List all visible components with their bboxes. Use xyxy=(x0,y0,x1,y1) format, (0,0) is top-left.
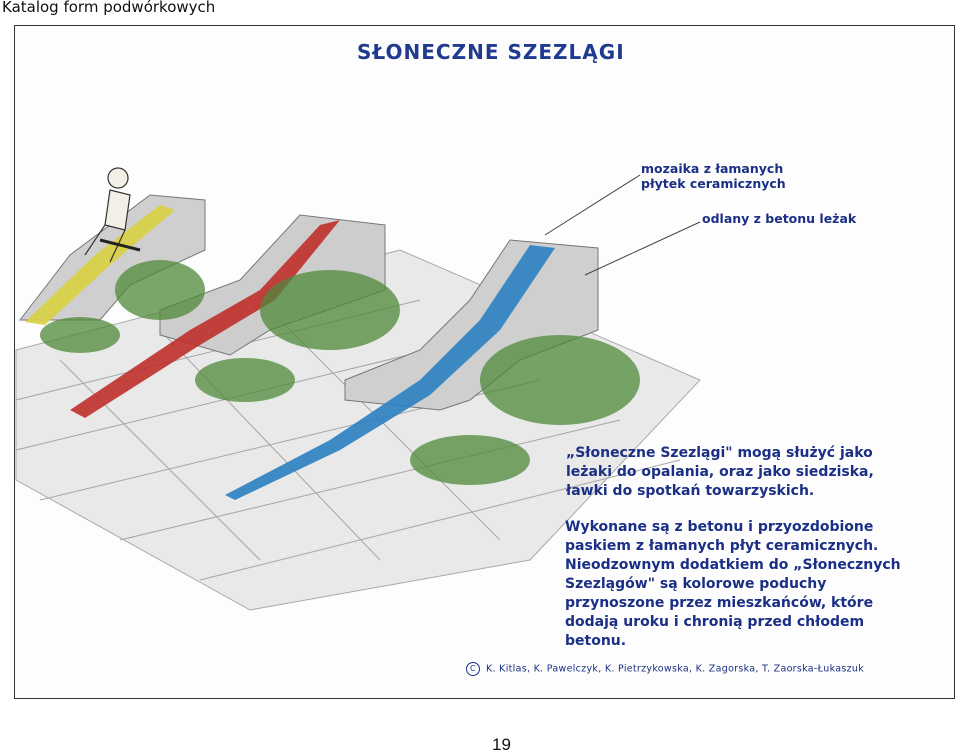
description-paragraph-1: „Słoneczne Szezlągi" mogą służyć jako leżaki do opalania, oraz jako siedziska, ławki do spotkań towarzyskich. xyxy=(566,445,874,499)
document-header: Katalog form podwórkowych xyxy=(2,0,216,16)
copyright-icon: C xyxy=(466,662,480,676)
page-number: 19 xyxy=(492,735,511,754)
annotation-lounger: odlany z betonu leżak xyxy=(702,211,857,226)
sheet-title: SŁONECZNE SZEZLĄGI xyxy=(357,40,625,64)
credits xyxy=(466,662,864,676)
annotation-mosaic: mozaika z łamanych płytek ceramicznych xyxy=(641,161,786,191)
credits-text: K. Kitlas, K. Pawelczyk, K. Pietrzykowska, K. Zagorska, T. Zaorska-Łukaszuk xyxy=(486,663,864,675)
description-paragraph-2: Wykonane są z betonu i przyozdobione paskiem z łamanych płyt ceramicznych. Nieodzownym dodatkiem do „Słonecznych Szezlągów" są kolorowe poduchy przynoszone przez mieszkańców, które dodają uroku i chronią przed chłodem betonu. xyxy=(565,519,901,649)
